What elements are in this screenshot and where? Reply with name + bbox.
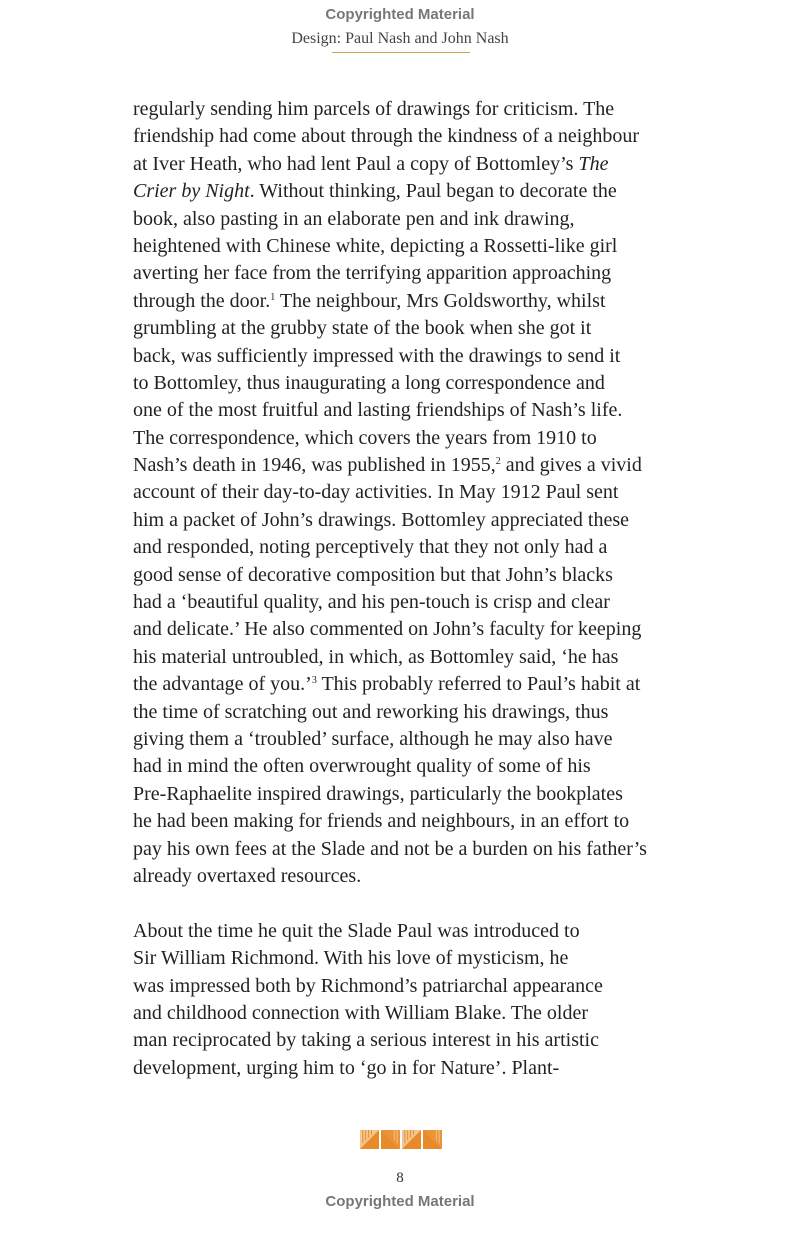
text-line (133, 452, 693, 479)
text-line (133, 178, 693, 205)
text-line (133, 507, 693, 534)
ornament (360, 1130, 442, 1149)
text-segment: man reciprocated by taking a serious interest in his artistic (133, 1029, 599, 1052)
ornament-tile-icon (423, 1130, 442, 1149)
text-line (133, 671, 693, 698)
ornament-tile-icon (381, 1130, 400, 1149)
text-line (133, 945, 693, 972)
text-line (133, 918, 693, 945)
text-line (133, 534, 693, 561)
body-text (133, 96, 693, 1082)
text-segment: This probably referred to Paul’s habit at (316, 673, 641, 696)
italic-title: The (578, 152, 609, 175)
text-segment: and gives a vivid (500, 454, 642, 477)
text-segment: averting her face from the terrifying apparition approaching (133, 262, 612, 285)
text-segment: Pre-Raphaelite inspired drawings, particularly the bookplates (133, 782, 623, 805)
footnote-ref: 3 (311, 675, 317, 687)
text-line (133, 315, 693, 342)
text-line (133, 1055, 693, 1082)
header-rule (332, 52, 470, 53)
text-line (133, 260, 693, 287)
text-segment: to Bottomley, thus inaugurating a long correspondence and (133, 371, 605, 394)
ornament-tile-icon (402, 1130, 421, 1149)
paragraph (133, 918, 693, 1082)
text-line (133, 151, 693, 178)
text-line (133, 973, 693, 1000)
text-line (133, 644, 693, 671)
footnote-ref: 1 (270, 291, 276, 303)
text-segment: and responded, noting perceptively that they not only had a (133, 536, 608, 559)
text-segment: one of the most fruitful and lasting friendships of Nash’s life. (133, 399, 623, 422)
text-segment: About the time he quit the Slade Paul was introduced to (133, 919, 580, 942)
text-line (133, 206, 693, 233)
footnote-ref: 2 (495, 456, 501, 468)
text-line (133, 753, 693, 780)
text-segment: at Iver Heath, who had lent Paul a copy of Bottomley’s (133, 152, 579, 175)
text-segment: regularly sending him parcels of drawings for criticism. The (133, 98, 615, 120)
text-segment: The neighbour, Mrs Goldsworthy, whilst (275, 289, 606, 312)
text-line (133, 863, 693, 890)
paragraph-gap (133, 890, 693, 917)
text-segment: account of their day-to-day activities. In May 1912 Paul sent (133, 481, 619, 504)
text-line (133, 781, 693, 808)
text-line (133, 836, 693, 863)
text-segment: was impressed both by Richmond’s patriarchal appearance (133, 974, 603, 997)
text-line (133, 425, 693, 452)
text-segment: Nash’s death in 1946, was published in 1955, (133, 454, 496, 477)
paragraph (133, 96, 693, 890)
text-line (133, 589, 693, 616)
page-number: 8 (396, 1170, 404, 1186)
text-line (133, 397, 693, 424)
text-segment: . Without thinking, Paul began to decorate the (249, 180, 617, 203)
text-segment: his material untroubled, in which, as Bottomley said, ‘he has (133, 645, 619, 668)
text-segment: Sir William Richmond. With his love of mysticism, he (133, 947, 569, 970)
text-segment: and delicate.’ He also commented on John’s faculty for keeping (133, 618, 642, 641)
text-line (133, 233, 693, 260)
text-line (133, 343, 693, 370)
text-segment: the advantage of you.’ (133, 673, 312, 696)
text-line (133, 96, 693, 123)
text-segment: heightened with Chinese white, depicting a Rossetti-like girl (133, 234, 618, 257)
text-segment: him a packet of John’s drawings. Bottomley appreciated these (133, 508, 629, 531)
text-segment: and childhood connection with William Blake. The older (133, 1001, 589, 1024)
text-line (133, 616, 693, 643)
text-line (133, 699, 693, 726)
text-line (133, 562, 693, 589)
watermark-top: Copyrighted Material (325, 6, 475, 23)
ornament-tile-icon (360, 1130, 379, 1149)
text-line (133, 1027, 693, 1054)
text-segment: the time of scratching out and reworking his drawings, thus (133, 700, 609, 723)
text-segment: good sense of decorative composition but that John’s blacks (133, 563, 613, 586)
italic-title: Crier by Night (133, 180, 250, 203)
text-line (133, 123, 693, 150)
text-segment: back, was sufficiently impressed with the drawings to send it (133, 344, 621, 367)
text-segment: pay his own fees at the Slade and not be a burden on his father’s (133, 837, 647, 860)
text-segment: through the door. (133, 289, 271, 312)
text-segment: The correspondence, which covers the years from 1910 to (133, 426, 597, 449)
text-segment: he had been making for friends and neighbours, in an effort to (133, 810, 630, 833)
text-line (133, 726, 693, 753)
text-segment: giving them a ‘troubled’ surface, although he may also have (133, 727, 613, 750)
text-segment: development, urging him to ‘go in for Nature’. Plant- (133, 1056, 560, 1079)
text-line (133, 288, 693, 315)
text-line (133, 370, 693, 397)
text-segment: had in mind the often overwrought quality of some of his (133, 755, 591, 778)
watermark-bottom: Copyrighted Material (325, 1193, 475, 1210)
running-head: Design: Paul Nash and John Nash (291, 30, 509, 47)
text-line (133, 479, 693, 506)
text-line (133, 1000, 693, 1027)
text-line (133, 808, 693, 835)
text-segment: had a ‘beautiful quality, and his pen-touch is crisp and clear (133, 591, 610, 614)
text-segment: friendship had come about through the kindness of a neighbour (133, 125, 639, 148)
text-segment: grumbling at the grubby state of the book when she got it (133, 317, 592, 340)
text-segment: already overtaxed resources. (133, 864, 362, 887)
text-segment: book, also pasting in an elaborate pen and ink drawing, (133, 207, 575, 230)
